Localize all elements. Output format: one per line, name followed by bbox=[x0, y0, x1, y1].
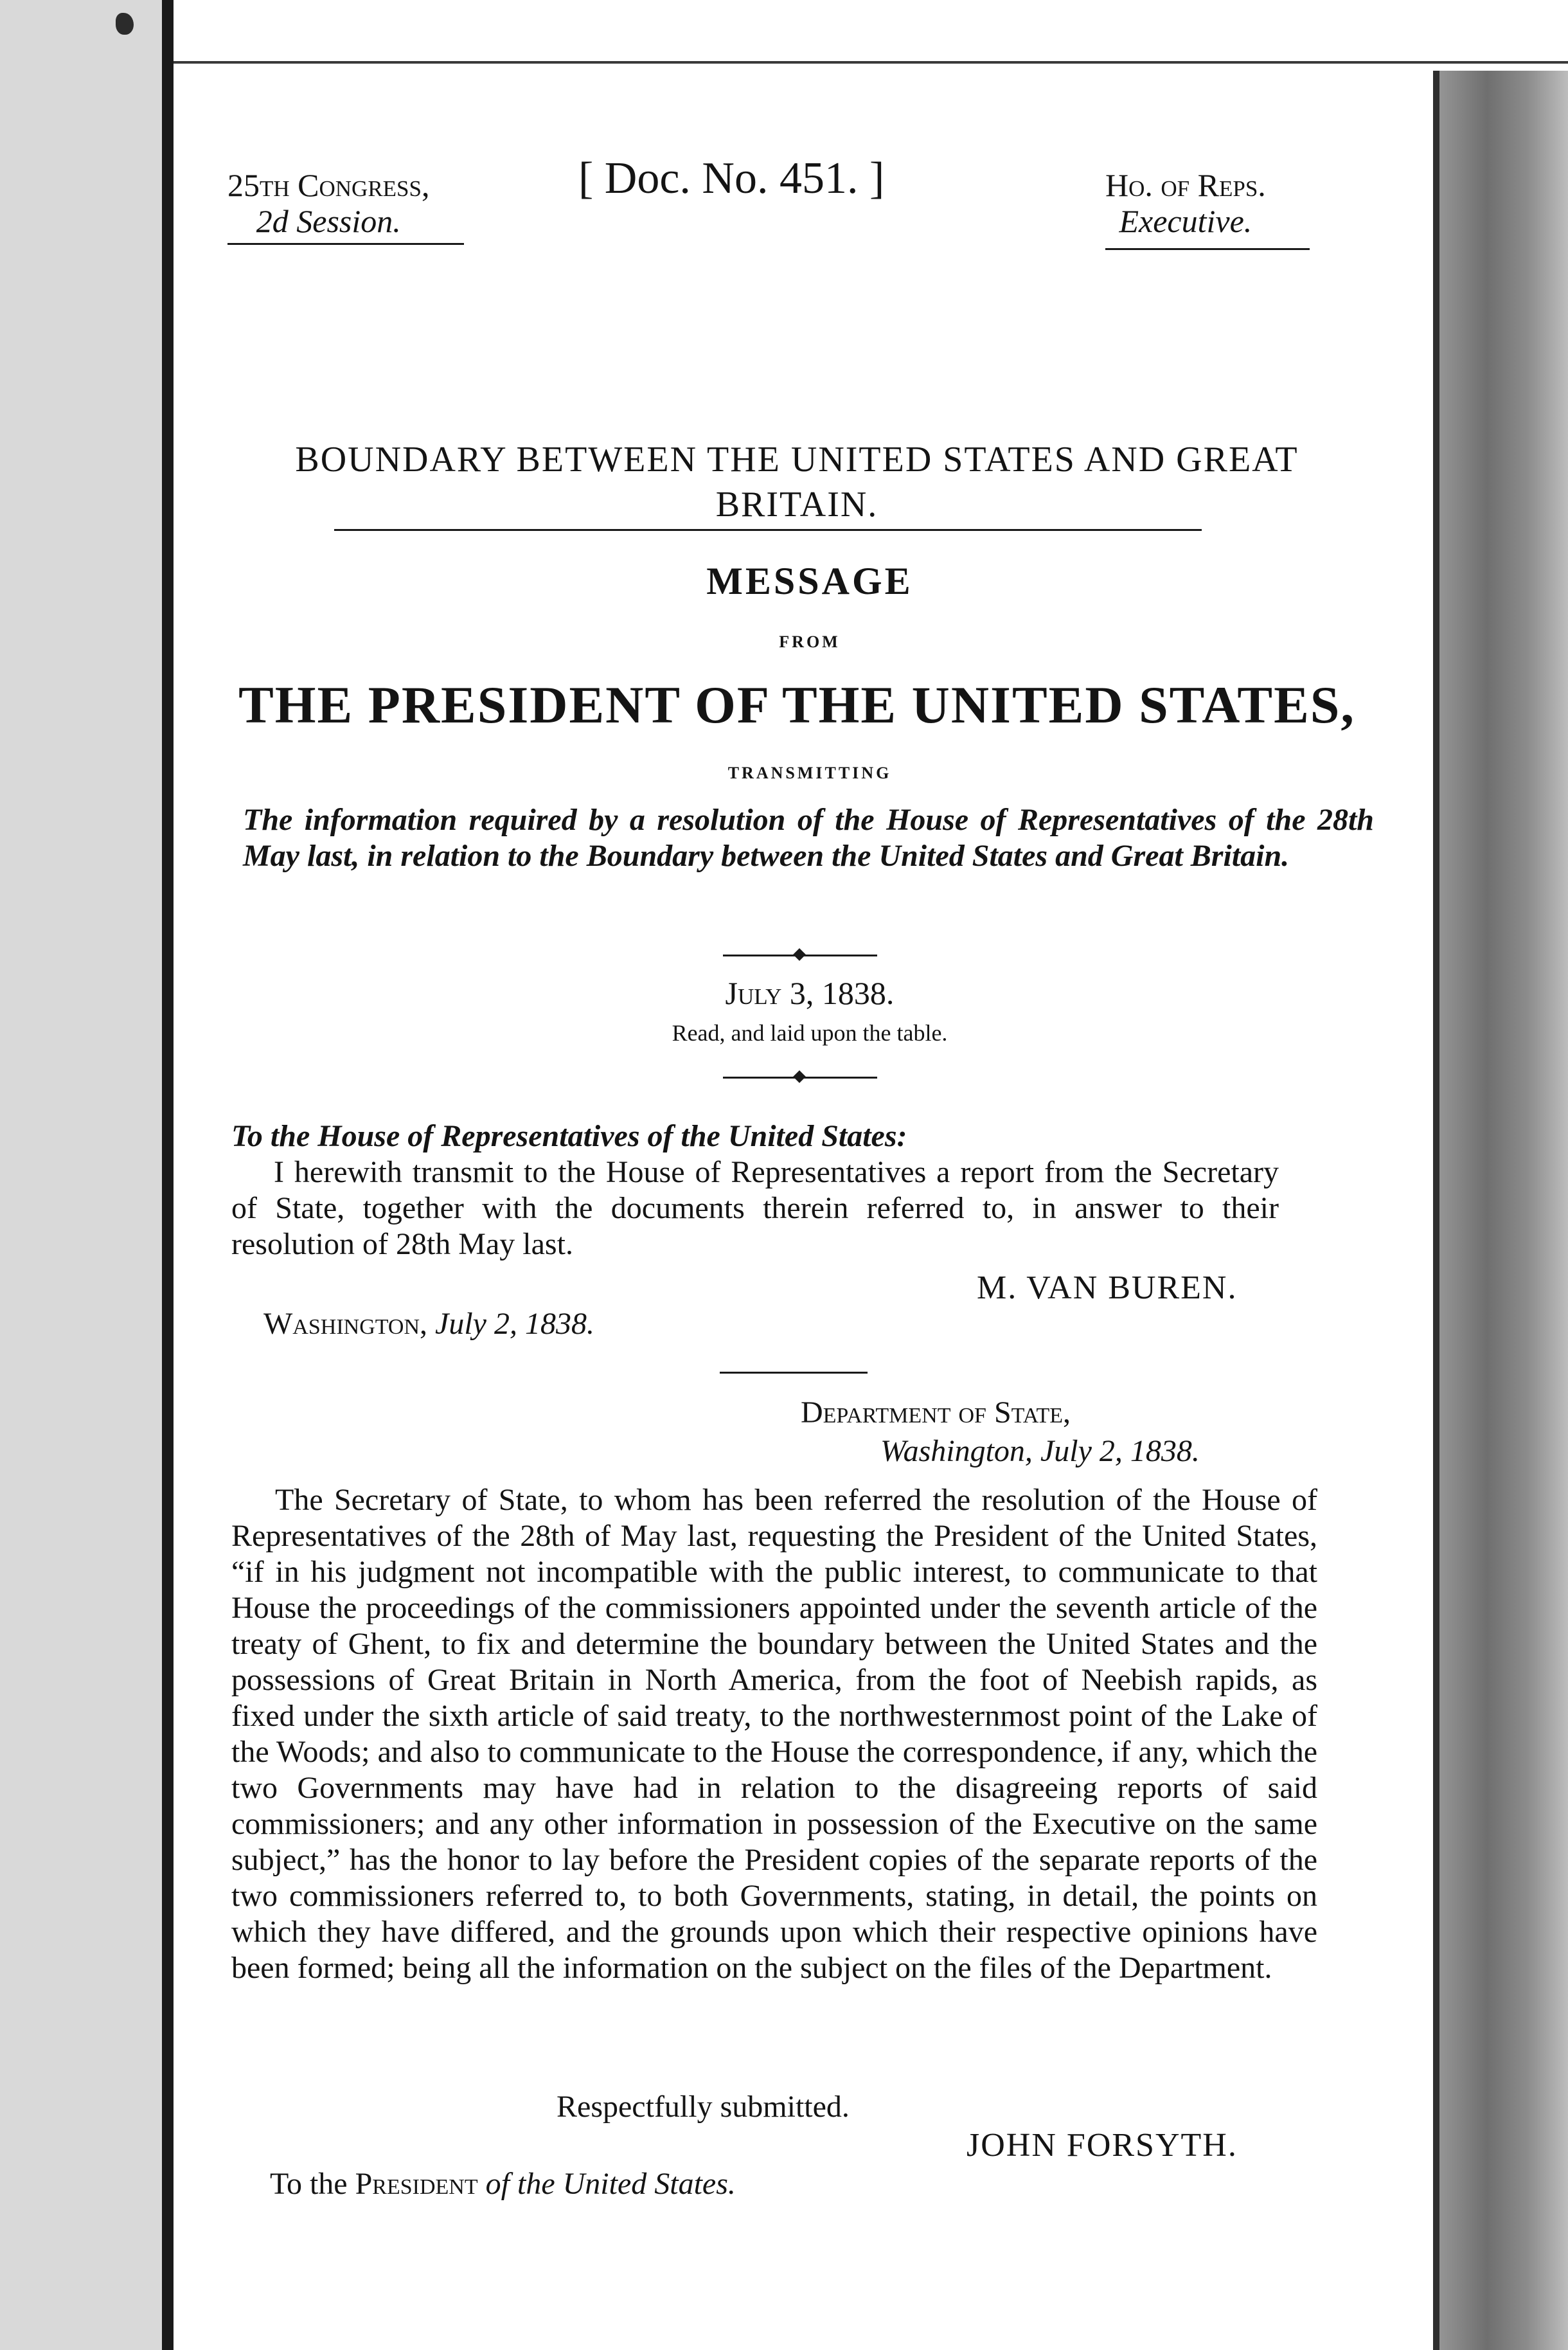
scan-right-page-edges bbox=[1433, 71, 1568, 2350]
doc-number: [ Doc. No. 451. ] bbox=[578, 154, 885, 203]
ornament-rule-2 bbox=[723, 1071, 877, 1084]
house-executive-block bbox=[1105, 167, 1266, 239]
congress-session-block bbox=[227, 167, 430, 239]
document-page bbox=[186, 64, 1433, 2350]
letter-date: July 2, 1838. bbox=[435, 1307, 594, 1341]
report-date: July 2, 1838. bbox=[1040, 1434, 1200, 1468]
subject-description: The information required by a resolution of the House of Representatives of the 28th May last, in relation to the Boundary between the United States and Great Britain. bbox=[243, 803, 1374, 873]
scan-right-edge-line bbox=[1433, 71, 1439, 2350]
report-place-date bbox=[880, 1433, 1200, 1469]
transmitting-label: TRANSMITTING bbox=[727, 764, 892, 782]
report-body: The Secretary of State, to whom has been referred the resolution of the House of Representatives of the 28th of May last, requesting the President of the United States, “if in his judgment not incompatible with the public interest, to communicate to that House the proceedings of the commissioners appointed under the seventh article of the treaty of Ghent, to fix and determine the boundary between the United States and the possessions of Great Britain in North America, from the foot of Neebish rapids, as fixed under the sixth article of said treaty, to the northwesternmost point of the Lake of the Woods; and also to communicate to the House the correspondence, if any, which the two Governments may have had in relation to the disagreeing reports of said commissioners; and any other information in possession of the Executive on the same subject,” has the honor to lay before the President copies of the separate reports of the two commissioners referred to, to both Governments, stating, in detail, the points on which they have differed, and the grounds upon which their respective opinions have been formed; being all the information on the subject on the files of the Department. bbox=[231, 1483, 1317, 1985]
header-left-rule bbox=[227, 243, 464, 245]
addressee-prefix: To the bbox=[270, 2167, 348, 2201]
addressee-suffix: of the United States. bbox=[485, 2167, 736, 2201]
letter-signature: M. VAN BUREN. bbox=[977, 1269, 1238, 1306]
document-title bbox=[225, 437, 1369, 527]
read-notice: Read, and laid upon the table. bbox=[672, 1020, 948, 1046]
report-signature: JOHN FORSYTH. bbox=[967, 2127, 1238, 2164]
letter-body: I herewith transmit to the House of Representatives a report from the Secretary of State, together with the documents therein referred to, in answer to their resolution of 28th May last. bbox=[231, 1155, 1279, 1261]
report-closing: Respectfully submitted. bbox=[557, 2090, 850, 2124]
scan-top-margin bbox=[174, 0, 1568, 64]
department-heading: Department of State, bbox=[801, 1395, 1071, 1430]
presentation-date: July 3, 1838. bbox=[725, 975, 895, 1011]
title-line-2: BRITAIN. bbox=[715, 485, 878, 525]
report-city: Washington, bbox=[880, 1434, 1033, 1468]
scan-speck bbox=[116, 13, 134, 35]
ornament-rule-1 bbox=[723, 949, 877, 962]
section-separator bbox=[720, 1372, 868, 1374]
session-label: 2d Session. bbox=[256, 203, 401, 239]
branch-label: Executive. bbox=[1119, 203, 1252, 239]
report-addressee bbox=[270, 2166, 736, 2202]
letter-city: Washington, bbox=[263, 1307, 428, 1341]
header-right-rule bbox=[1105, 248, 1310, 250]
addressee-title: President bbox=[355, 2167, 478, 2201]
message-heading: MESSAGE bbox=[706, 560, 913, 602]
letter-place-date bbox=[263, 1306, 594, 1342]
letter-address: To the House of Representatives of the United States: bbox=[231, 1119, 907, 1153]
scan-left-margin bbox=[0, 0, 174, 2350]
title-rule bbox=[334, 529, 1202, 531]
house-label: Ho. of Reps. bbox=[1105, 167, 1266, 203]
from-label: FROM bbox=[779, 632, 841, 651]
title-line-1: BOUNDARY BETWEEN THE UNITED STATES AND GREAT bbox=[295, 440, 1299, 480]
congress-label: 25th Congress, bbox=[227, 167, 430, 203]
sender-heading: THE PRESIDENT OF THE UNITED STATES, bbox=[238, 676, 1355, 734]
